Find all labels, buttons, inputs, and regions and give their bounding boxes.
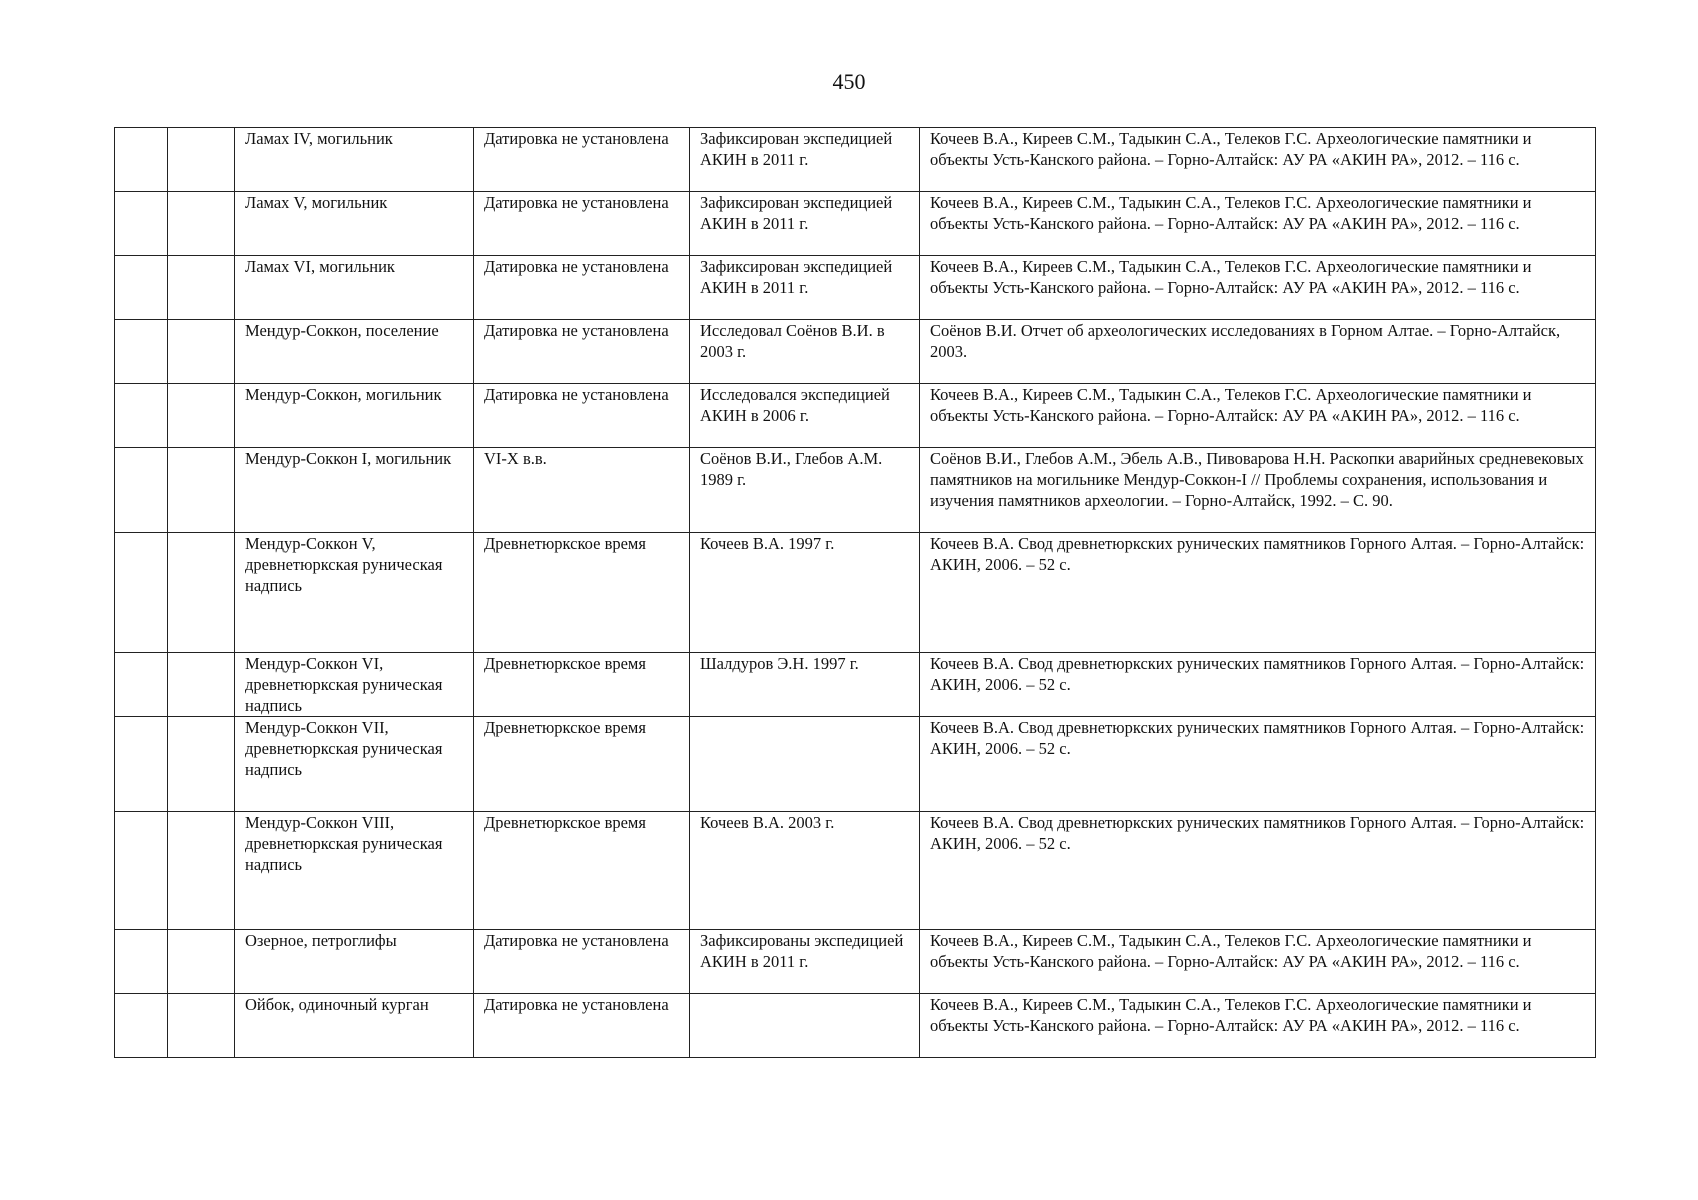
explored-cell: Исследовал Соёнов В.И. в 2003 г. (690, 320, 920, 384)
table-row (115, 256, 1596, 320)
table-row (115, 384, 1596, 448)
row-number-cell (115, 384, 168, 448)
explored-cell: Шалдуров Э.Н. 1997 г. (690, 653, 920, 717)
monument-name-cell: Мендур-Соккон V, древнетюркская руническая надпись (235, 533, 474, 653)
row-number-cell (115, 812, 168, 930)
row-subnumber-cell (168, 128, 235, 192)
literature-cell: Кочеев В.А. Свод древнетюркских рунических памятников Горного Алтая. – Горно-Алтайск: АКИН, 2006. – 52 с. (920, 533, 1596, 653)
monument-name-cell: Ламах V, могильник (235, 192, 474, 256)
dating-cell: Древнетюркское время (474, 717, 690, 812)
table-row (115, 320, 1596, 384)
explored-cell: Зафиксирован экспедицией АКИН в 2011 г. (690, 256, 920, 320)
row-subnumber-cell (168, 653, 235, 717)
row-subnumber-cell (168, 717, 235, 812)
table-row (115, 128, 1596, 192)
dating-cell: Датировка не установлена (474, 384, 690, 448)
row-subnumber-cell (168, 320, 235, 384)
literature-cell: Кочеев В.А., Киреев С.М., Тадыкин С.А., Телеков Г.С. Археологические памятники и объекты Усть-Канского района. – Горно-Алтайск: АУ РА «АКИН РА», 2012. – 116 с. (920, 128, 1596, 192)
table-row (115, 930, 1596, 994)
literature-cell: Кочеев В.А. Свод древнетюркских рунических памятников Горного Алтая. – Горно-Алтайск: АКИН, 2006. – 52 с. (920, 653, 1596, 717)
explored-cell: Соёнов В.И., Глебов А.М. 1989 г. (690, 448, 920, 533)
monument-name-cell: Ойбок, одиночный курган (235, 994, 474, 1058)
literature-cell: Кочеев В.А., Киреев С.М., Тадыкин С.А., Телеков Г.С. Археологические памятники и объекты Усть-Канского района. – Горно-Алтайск: АУ РА «АКИН РА», 2012. – 116 с. (920, 930, 1596, 994)
monuments-table (114, 127, 1596, 1058)
row-subnumber-cell (168, 192, 235, 256)
row-subnumber-cell (168, 384, 235, 448)
dating-cell: Древнетюркское время (474, 533, 690, 653)
literature-cell: Кочеев В.А., Киреев С.М., Тадыкин С.А., Телеков Г.С. Археологические памятники и объекты Усть-Канского района. – Горно-Алтайск: АУ РА «АКИН РА», 2012. – 116 с. (920, 192, 1596, 256)
row-subnumber-cell (168, 930, 235, 994)
literature-cell: Кочеев В.А., Киреев С.М., Тадыкин С.А., Телеков Г.С. Археологические памятники и объекты Усть-Канского района. – Горно-Алтайск: АУ РА «АКИН РА», 2012. – 116 с. (920, 384, 1596, 448)
dating-cell: VI-X в.в. (474, 448, 690, 533)
row-subnumber-cell (168, 812, 235, 930)
dating-cell: Датировка не установлена (474, 256, 690, 320)
table-row (115, 653, 1596, 717)
row-number-cell (115, 717, 168, 812)
row-number-cell (115, 994, 168, 1058)
explored-cell: Кочеев В.А. 2003 г. (690, 812, 920, 930)
row-number-cell (115, 930, 168, 994)
explored-cell: Зафиксирован экспедицией АКИН в 2011 г. (690, 192, 920, 256)
dating-cell: Датировка не установлена (474, 930, 690, 994)
monument-name-cell: Мендур-Соккон VII, древнетюркская руническая надпись (235, 717, 474, 812)
monument-name-cell: Мендур-Соккон VI, древнетюркская руническая надпись (235, 653, 474, 717)
monument-name-cell: Мендур-Соккон I, могильник (235, 448, 474, 533)
row-subnumber-cell (168, 256, 235, 320)
literature-cell: Кочеев В.А., Киреев С.М., Тадыкин С.А., Телеков Г.С. Археологические памятники и объекты Усть-Канского района. – Горно-Алтайск: АУ РА «АКИН РА», 2012. – 116 с. (920, 994, 1596, 1058)
dating-cell: Древнетюркское время (474, 653, 690, 717)
row-number-cell (115, 128, 168, 192)
monument-name-cell: Мендур-Соккон, могильник (235, 384, 474, 448)
row-number-cell (115, 320, 168, 384)
table-row (115, 533, 1596, 653)
literature-cell: Кочеев В.А. Свод древнетюркских рунических памятников Горного Алтая. – Горно-Алтайск: АКИН, 2006. – 52 с. (920, 717, 1596, 812)
row-number-cell (115, 256, 168, 320)
monument-name-cell: Мендур-Соккон, поселение (235, 320, 474, 384)
explored-cell: Кочеев В.А. 1997 г. (690, 533, 920, 653)
explored-cell (690, 994, 920, 1058)
dating-cell: Древнетюркское время (474, 812, 690, 930)
explored-cell: Зафиксирован экспедицией АКИН в 2011 г. (690, 128, 920, 192)
monument-name-cell: Ламах VI, могильник (235, 256, 474, 320)
row-number-cell (115, 653, 168, 717)
monument-name-cell: Ламах IV, могильник (235, 128, 474, 192)
literature-cell: Кочеев В.А., Киреев С.М., Тадыкин С.А., Телеков Г.С. Археологические памятники и объекты Усть-Канского района. – Горно-Алтайск: АУ РА «АКИН РА», 2012. – 116 с. (920, 256, 1596, 320)
explored-cell: Зафиксированы экспедицией АКИН в 2011 г. (690, 930, 920, 994)
table-row (115, 448, 1596, 533)
monument-name-cell: Мендур-Соккон VIII, древнетюркская руническая надпись (235, 812, 474, 930)
literature-cell: Кочеев В.А. Свод древнетюркских рунических памятников Горного Алтая. – Горно-Алтайск: АКИН, 2006. – 52 с. (920, 812, 1596, 930)
table-row (115, 994, 1596, 1058)
row-subnumber-cell (168, 994, 235, 1058)
row-number-cell (115, 448, 168, 533)
table-row (115, 192, 1596, 256)
dating-cell: Датировка не установлена (474, 994, 690, 1058)
table-row (115, 717, 1596, 812)
dating-cell: Датировка не установлена (474, 128, 690, 192)
monument-name-cell: Озерное, петроглифы (235, 930, 474, 994)
dating-cell: Датировка не установлена (474, 320, 690, 384)
row-subnumber-cell (168, 533, 235, 653)
page-number: 450 (832, 69, 866, 94)
literature-cell: Соёнов В.И. Отчет об археологических исследованиях в Горном Алтае. – Горно-Алтайск, 2003. (920, 320, 1596, 384)
row-number-cell (115, 533, 168, 653)
table-row (115, 812, 1596, 930)
explored-cell (690, 717, 920, 812)
explored-cell: Исследовался экспедицией АКИН в 2006 г. (690, 384, 920, 448)
row-number-cell (115, 192, 168, 256)
row-subnumber-cell (168, 448, 235, 533)
dating-cell: Датировка не установлена (474, 192, 690, 256)
literature-cell: Соёнов В.И., Глебов А.М., Эбель А.В., Пивоварова Н.Н. Раскопки аварийных средневековых памятников на могильнике Мендур-Соккон-I // Проблемы сохранения, использования и изучения памятников археологии. – Горно-Алтайск, 1992. – С. 90. (920, 448, 1596, 533)
